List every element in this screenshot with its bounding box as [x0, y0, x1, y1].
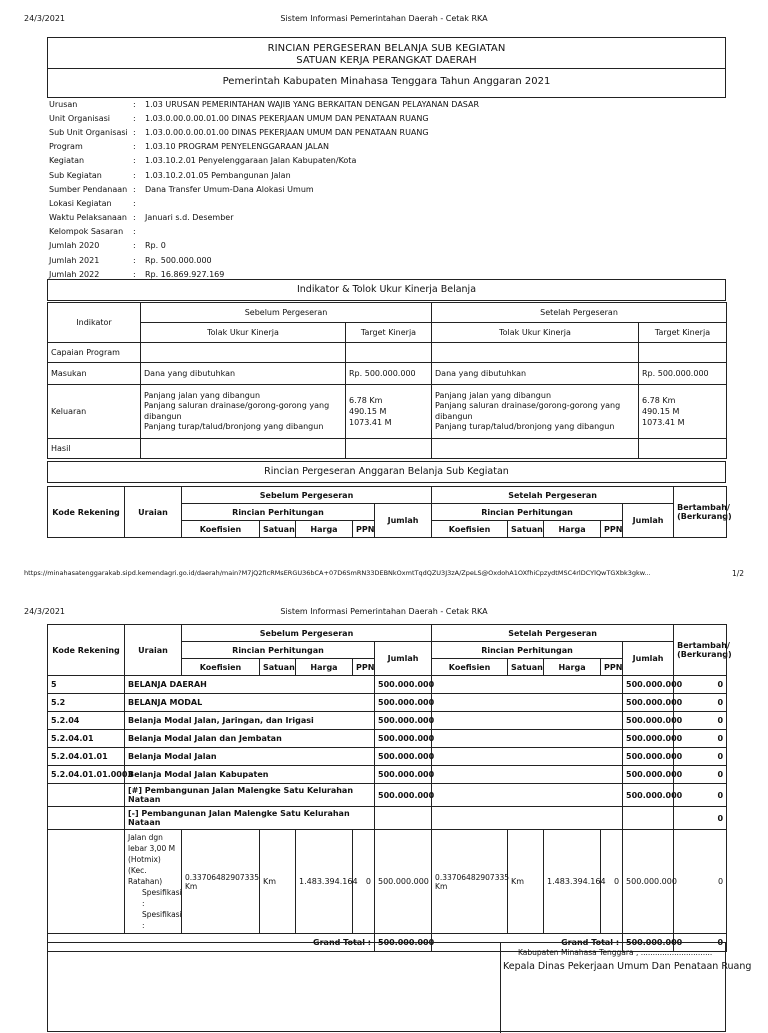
anggaran-header-table-page1: Kode Rekening Uraian Sebelum Pergeseran Setelah Pergeseran Bertambah/ (Berkurang) Rincian Perhitungan Jumlah Rincian Perhitungan Jumlah Koefisien Satuan Harga PPN Koefisien Satuan Harga PPN	[47, 486, 727, 538]
info-row-jumlah-2022: Jumlah 2022 : Rp. 16.869.927.169	[49, 269, 225, 279]
signature-place-date: Kabupaten Minahasa Tenggara , ..............................	[518, 948, 713, 957]
grand-total-row: Grand Total : 500.000.000 Grand Total : 500.000.000 0	[48, 934, 727, 952]
ind-row-keluaran: Keluaran Panjang jalan yang dibangun Panjang saluran drainase/gorong-gorong yang dibangun Panjang turap/talud/bronjong yang dibangun 6.78 Km 490.15 M 1073.41 M Panjang jalan yang dibangun Panjang saluran drainase/gorong-gorong yang dibangun Panjang turap/talud/bronjong yang dibangun 6.78 Km 490.15 M 1073.41 M	[48, 385, 727, 439]
col-sebelum: Sebelum Pergeseran	[182, 487, 432, 504]
page-number: 1/2	[732, 569, 745, 578]
col-jumlah-setelah: Jumlah	[623, 504, 674, 538]
info-row-program: Program : 1.03.10 PROGRAM PENYELENGGARAAN JALAN	[49, 142, 329, 152]
table-row: 5.2.04.01.01 Belanja Modal Jalan 500.000.000 500.000.000 0	[48, 748, 727, 766]
anggaran-table: Kode Rekening Uraian Sebelum Pergeseran Setelah Pergeseran Bertambah/ (Berkurang) Rincian Perhitungan Jumlah Rincian Perhitungan Jumlah Koefisien Satuan Harga PPN Koefisien Satuan Harga PPN 5 BELANJA DAERAH 500.000.000 500.000.000 0 5.2 BELANJA MODAL 500.000.000 500.000.000 0 5.2.04 Belanja Modal Jalan, Jaringan, dan Irigasi 500.000.000 500.000.000 0 5.2.04.01 Belanja Modal Jalan dan Jembatan 500.000.000 500.000.000 0 5.2.04.01.01 Belanja Modal Jalan 500.000.000 500.000.000 0 5.2.04.01.01.0003 Belanja Modal Jalan Kabupaten 500.000.000 500.000.000 0 [#] Pembangunan Jalan Malengke Satu Kelurahan Nataan 500.000.000 500.000.000 0 [-] Pembangunan Jalan Malengke Satu Kelurahan Nataan 0 Jalan dgn lebar 3,00 M (Hotmix) (Kec. Ratahan) Spesifikasi : Spesifikasi : 0.33706482907335 Km Km 1.483.394.164 0 500.000.000 0.33706482907335 Km Km 1.483.394.164 0 500.000.000 0 Grand Total : 500.000.000 Grand Total : 500.000.000 0	[47, 624, 727, 952]
col-tolak-ukur-sebelum: Tolak Ukur Kinerja	[141, 323, 346, 343]
col-setelah: Setelah Pergeseran	[432, 487, 674, 504]
print-header-title-page2: Sistem Informasi Pemerintahan Daerah - Cetak RKA	[280, 607, 488, 616]
col-target-setelah: Target Kinerja	[639, 323, 727, 343]
col-rincian-sebelum: Rincian Perhitungan	[182, 504, 375, 521]
print-date: 24/3/2021	[24, 14, 66, 23]
info-row-kegiatan: Kegiatan : 1.03.10.2.01 Penyelenggaraan Jalan Kabupaten/Kota	[49, 156, 357, 166]
col-target-sebelum: Target Kinerja	[346, 323, 432, 343]
info-row-sub-unit: Sub Unit Organisasi : 1.03.0.00.0.00.01.00 DINAS PEKERJAAN UMUM DAN PENATAAN RUANG	[49, 127, 429, 137]
col-uraian: Uraian	[125, 487, 182, 538]
table-row: 5.2.04 Belanja Modal Jalan, Jaringan, dan Irigasi 500.000.000 500.000.000 0	[48, 712, 727, 730]
info-list	[49, 97, 725, 281]
sub-kegiatan-detail-row: [-] Pembangunan Jalan Malengke Satu Kelurahan Nataan 0	[48, 807, 727, 830]
table-row: 5.2.04.01.01.0003 Belanja Modal Jalan Kabupaten 500.000.000 500.000.000 0	[48, 766, 727, 784]
table-row: 5 BELANJA DAERAH 500.000.000 500.000.000 0	[48, 676, 727, 694]
indikator-section-title: Indikator & Tolok Ukur Kinerja Belanja	[47, 279, 726, 301]
print-url: https://minahasatenggarakab.sipd.kemendagri.go.id/daerah/main?M7jQ2fIcRMsERGU36bCA+07D6SmRN33DEBNkOxmtTqdQZU3J3zA/ZpeLS@OxdohA1OXfhiCpzydtMSC4rlDCYlQwTGXbk3gkw...	[24, 569, 651, 577]
table-row: 5.2 BELANJA MODAL 500.000.000 500.000.000 0	[48, 694, 727, 712]
ind-row-masukan: Masukan Dana yang dibutuhkan Rp. 500.000.000 Dana yang dibutuhkan Rp. 500.000.000	[48, 363, 727, 385]
col-sebelum-pergeseran: Sebelum Pergeseran	[141, 303, 432, 323]
info-row-lokasi: Lokasi Kegiatan :	[49, 198, 136, 208]
indikator-table	[47, 302, 727, 459]
info-row-jumlah-2021: Jumlah 2021 : Rp. 500.000.000	[49, 255, 212, 265]
report-title: RINCIAN PERGESERAN BELANJA SUB KEGIATAN	[267, 43, 506, 54]
col-setelah-pergeseran: Setelah Pergeseran	[432, 303, 727, 323]
col-kode-rekening: Kode Rekening	[48, 487, 125, 538]
info-row-urusan: Urusan : 1.03 URUSAN PEMERINTAHAN WAJIB YANG BERKAITAN DENGAN PELAYANAN DASAR	[49, 99, 480, 109]
report-subtitle: SATUAN KERJA PERANGKAT DAERAH	[296, 55, 477, 66]
info-row-jumlah-2020: Jumlah 2020 : Rp. 0	[49, 241, 166, 251]
anggaran-section-title: Rincian Pergeseran Anggaran Belanja Sub Kegiatan	[47, 461, 726, 483]
info-row-kelompok-sasaran: Kelompok Sasaran :	[49, 227, 136, 237]
info-row-waktu: Waktu Pelaksanaan : Januari s.d. Desember	[49, 213, 234, 223]
col-jumlah-sebelum: Jumlah	[375, 504, 432, 538]
report-government-year: Pemerintah Kabupaten Minahasa Tenggara Tahun Anggaran 2021	[222, 76, 551, 87]
print-header-title: Sistem Informasi Pemerintahan Daerah - Cetak RKA	[280, 14, 488, 23]
col-indikator: Indikator	[48, 303, 141, 343]
col-bertambah: Bertambah/ (Berkurang)	[674, 487, 727, 538]
col-rincian-setelah: Rincian Perhitungan	[432, 504, 623, 521]
ind-row-hasil: Hasil	[48, 439, 727, 459]
signature-role: Kepala Dinas Pekerjaan Umum Dan Penataan Ruang	[503, 961, 752, 972]
table-row: 5.2.04.01 Belanja Modal Jalan dan Jembatan 500.000.000 500.000.000 0	[48, 730, 727, 748]
report-title-box	[47, 37, 726, 98]
sub-kegiatan-row: [#] Pembangunan Jalan Malengke Satu Kelurahan Nataan 500.000.000 500.000.000 0	[48, 784, 727, 807]
col-tolak-ukur-setelah: Tolak Ukur Kinerja	[432, 323, 639, 343]
item-detail-row: Jalan dgn lebar 3,00 M (Hotmix) (Kec. Ratahan) Spesifikasi : Spesifikasi : 0.33706482907335 Km Km 1.483.394.164 0 500.000.000 0.33706482907335 Km Km 1.483.394.164 0 500.000.000 0	[48, 830, 727, 934]
info-row-unit-organisasi: Unit Organisasi : 1.03.0.00.0.00.01.00 DINAS PEKERJAAN UMUM DAN PENATAAN RUANG	[49, 113, 429, 123]
info-row-sub-kegiatan: Sub Kegiatan : 1.03.10.2.01.05 Pembangunan Jalan	[49, 170, 291, 180]
signature-divider	[500, 943, 501, 1033]
info-row-sumber-pendanaan: Sumber Pendanaan : Dana Transfer Umum-Dana Alokasi Umum	[49, 184, 314, 194]
print-date-page2: 24/3/2021	[24, 607, 66, 616]
ind-row-capaian: Capaian Program	[48, 343, 727, 363]
